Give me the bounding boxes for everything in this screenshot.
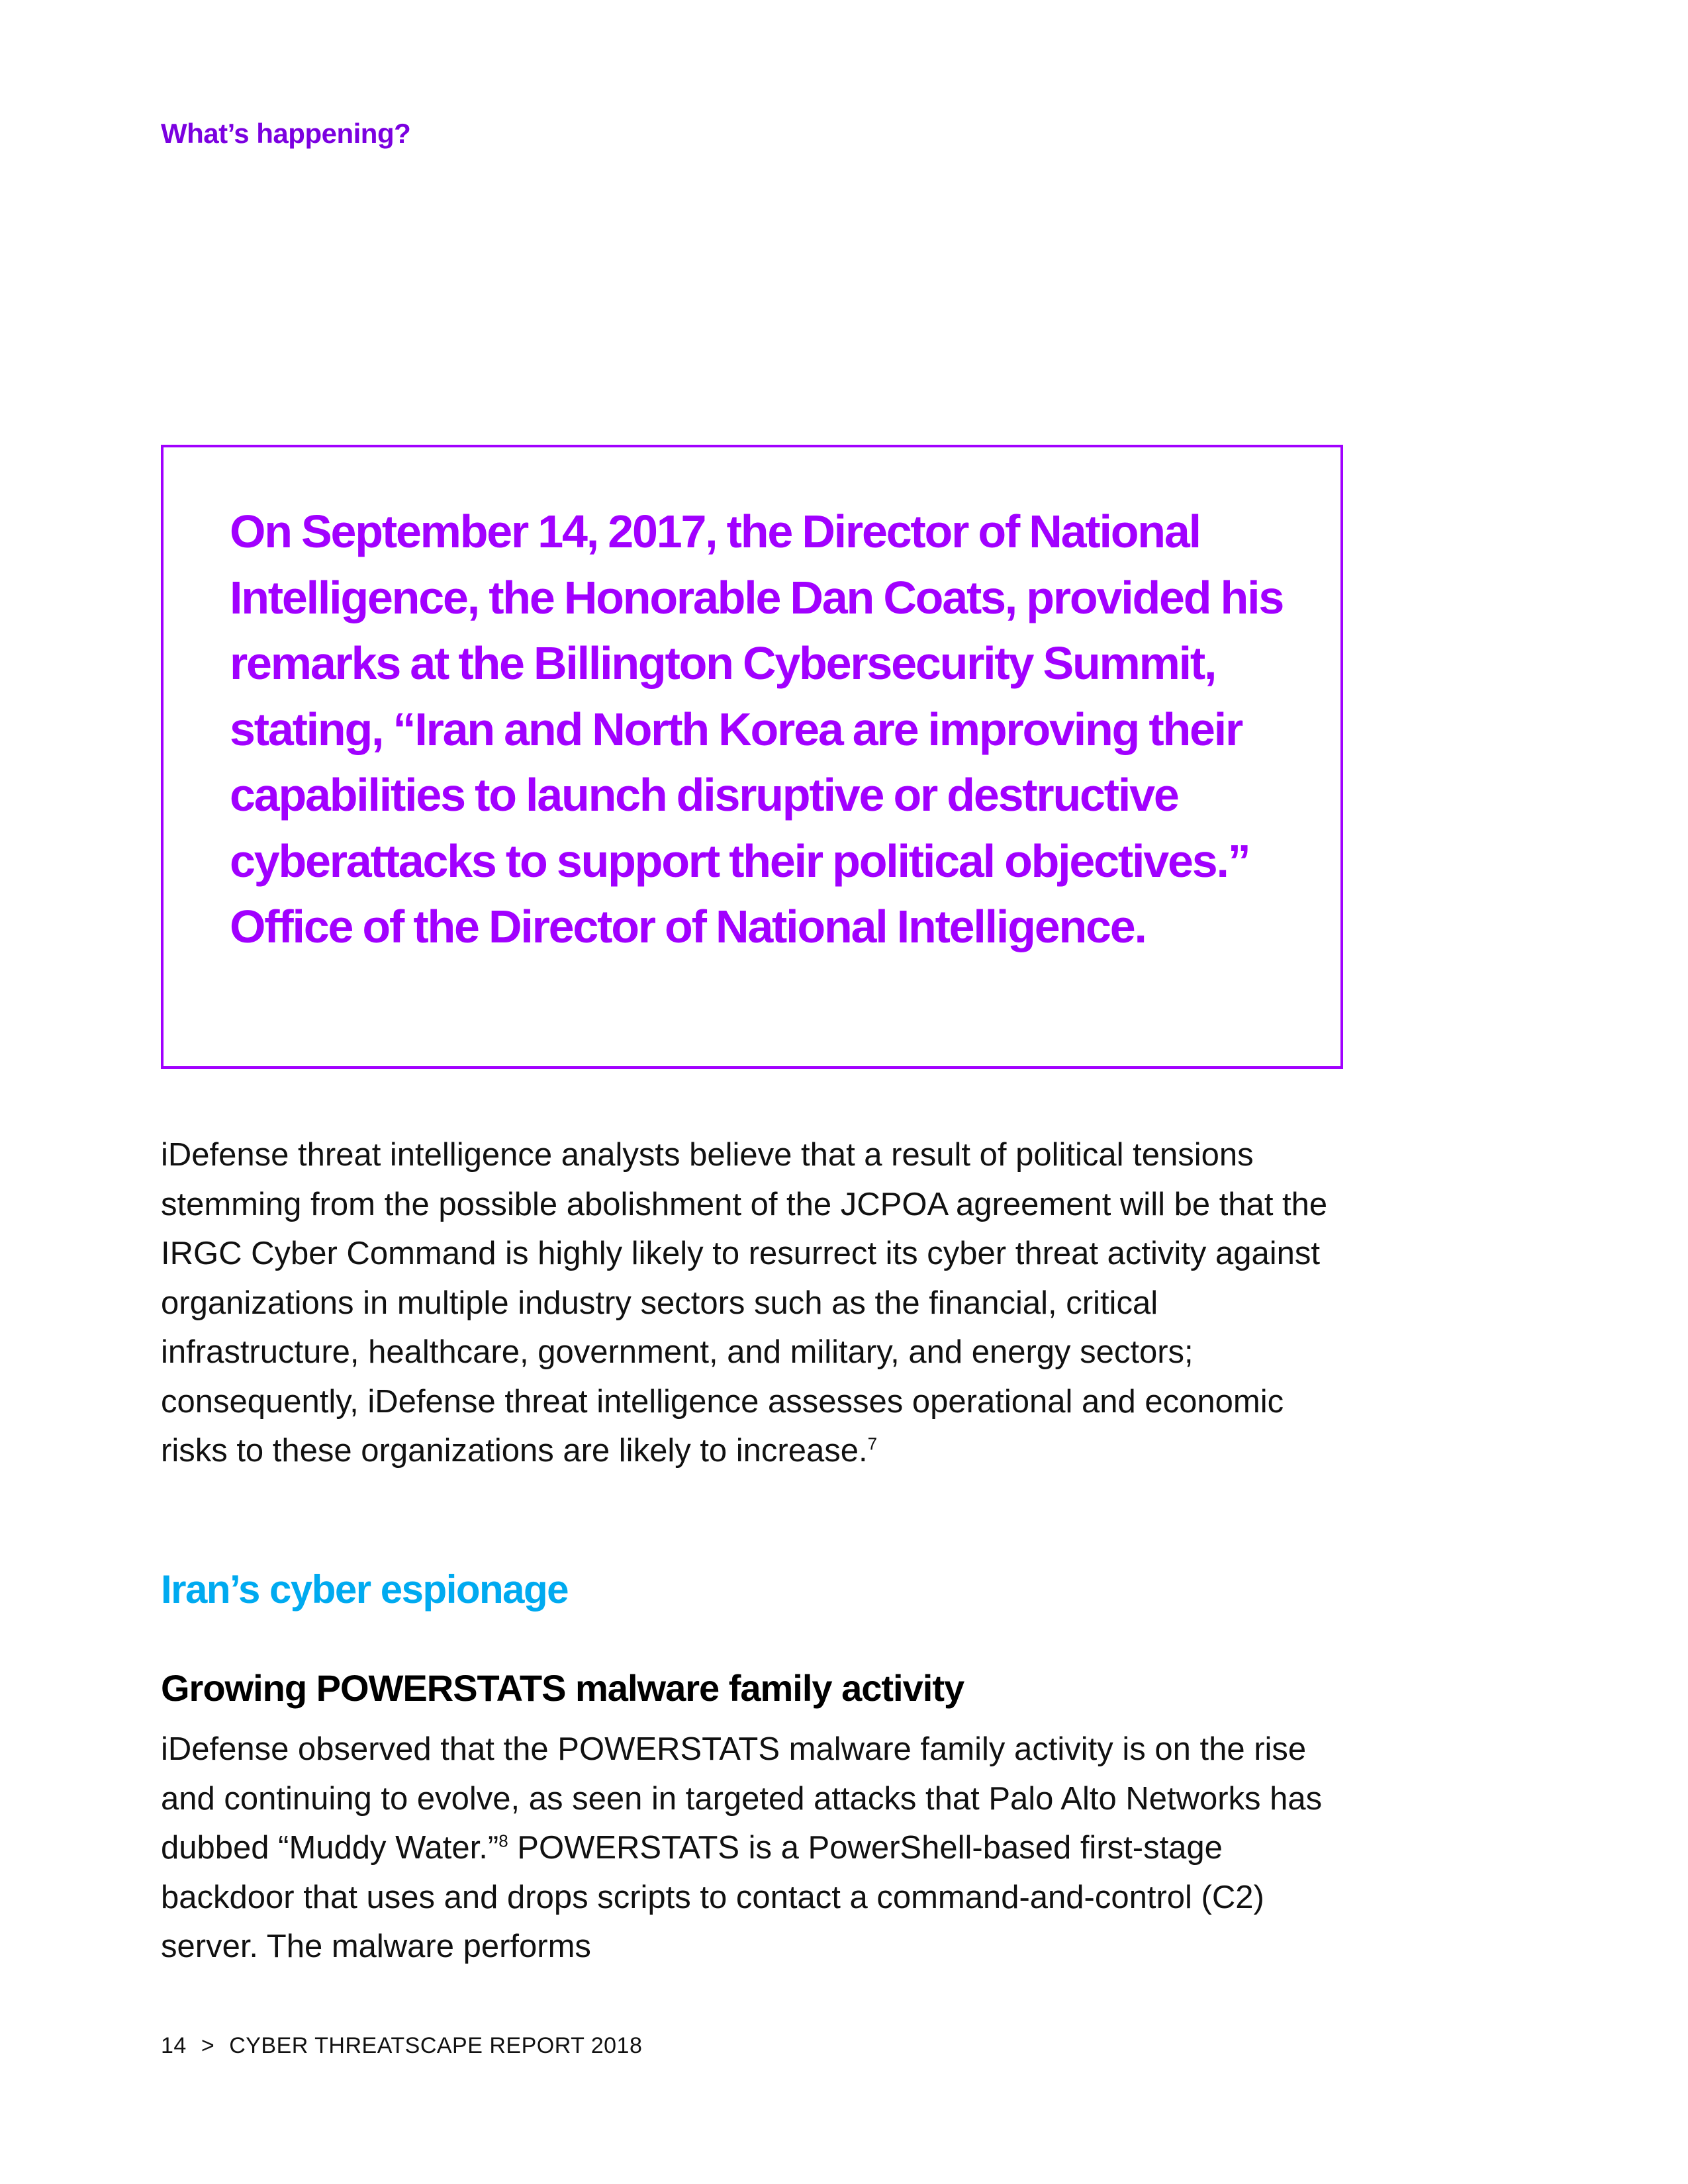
paragraph-2-text-a: iDefense observed that the POWERSTATS malware family activity is on the rise and continuing to evolve, as seen in targeted attacks that Palo Alto Networks has dubbed “Muddy Water.” xyxy=(161,1731,1323,1866)
body-paragraph-2 xyxy=(161,1725,1339,1972)
section-heading: Iran’s cyber espionage xyxy=(161,1567,569,1612)
page-footer xyxy=(161,2033,642,2059)
section-label: What’s happening? xyxy=(161,118,411,149)
footnote-marker-7: 7 xyxy=(867,1433,878,1454)
page-number: 14 xyxy=(161,2033,187,2058)
paragraph-1-text: iDefense threat intelligence analysts believe that a result of political tensions stemming from the possible abolishment of the JCPOA agreement will be that the IRGC Cyber Command is highly likely to resurrect its cyber threat activity against organizations in multiple industry sectors such as the financial, critical infrastructure, healthcare, government, and military, and energy sectors; consequently, iDefense threat intelligence assesses operational and economic risks to these organizations are likely to increase. xyxy=(161,1137,1328,1469)
pull-quote-box xyxy=(161,445,1343,1069)
footnote-marker-8: 8 xyxy=(498,1831,508,1851)
paragraph-2-text-b: POWERSTATS is a PowerShell-based first-stage backdoor that uses and drops scripts to contact a command-and-control (C2) server. The malware performs xyxy=(161,1830,1264,1964)
body-paragraph-1 xyxy=(161,1130,1339,1476)
sub-heading: Growing POWERSTATS malware family activity xyxy=(161,1667,964,1709)
report-title: CYBER THREATSCAPE REPORT 2018 xyxy=(229,2033,643,2058)
pull-quote-text: On September 14, 2017, the Director of National Intelligence, the Honorable Dan Coats, provided his remarks at the Billington Cybersecurity Summit, stating, “Iran and North Korea are improving their capabilities to launch disruptive or destructive cyberattacks to support their political objectives.” Office of the Director of National Intelligence. xyxy=(230,506,1284,952)
footer-separator: > xyxy=(201,2033,215,2058)
